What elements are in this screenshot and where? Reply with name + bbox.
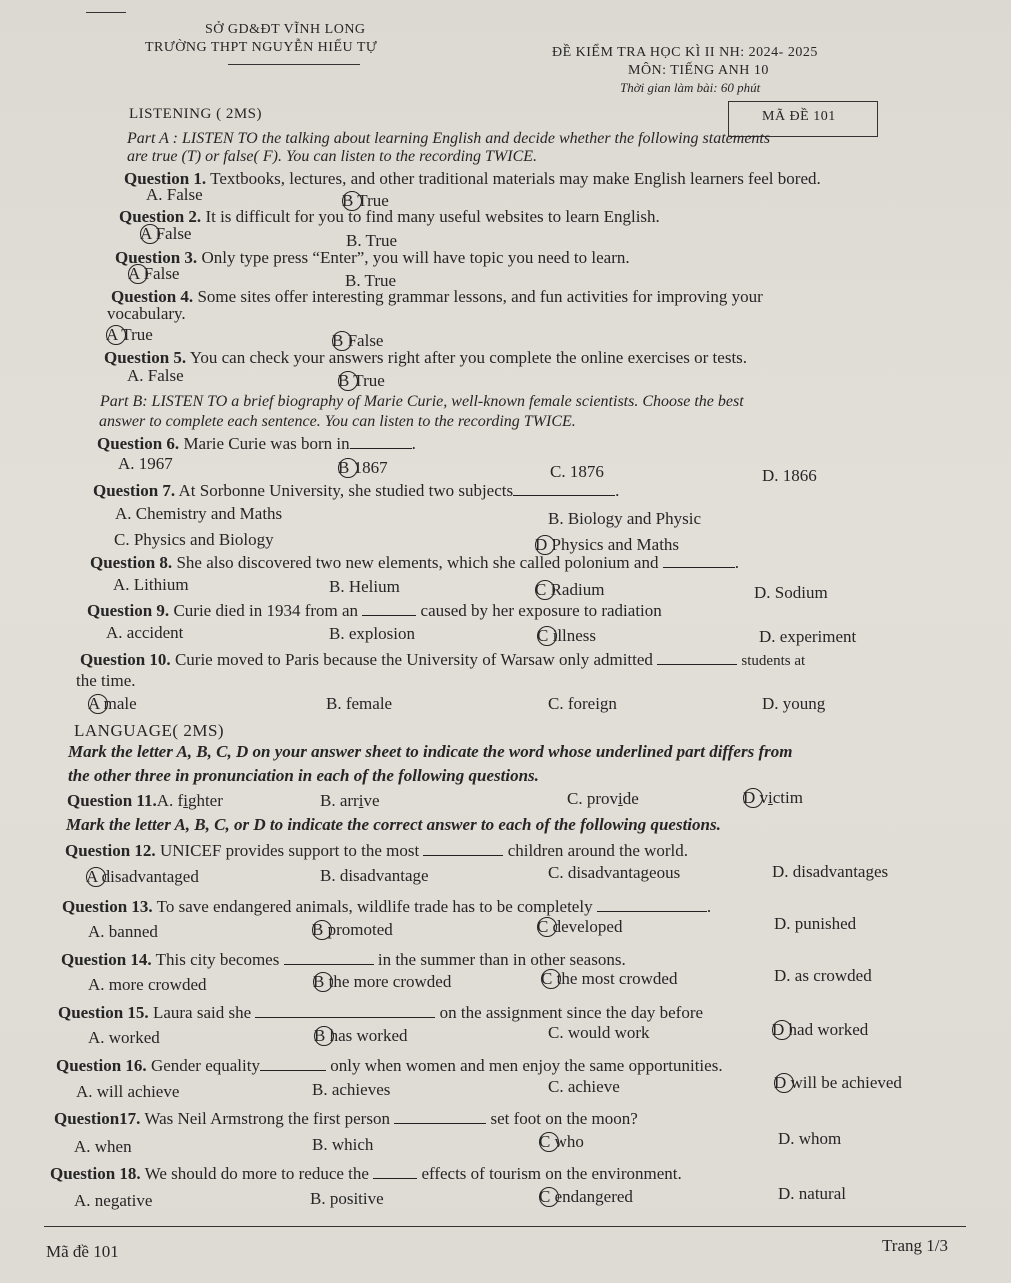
- q2-option-a[interactable]: A False: [140, 224, 192, 243]
- q8-option-d[interactable]: D. Sodium: [754, 583, 828, 602]
- language-instruction-1: Mark the letter A, B, C, D on your answer sheet to indicate the word whose underlined part differs from: [68, 742, 793, 761]
- q9-option-d[interactable]: D. experiment: [759, 627, 857, 646]
- answer-blank: [284, 950, 374, 965]
- q10-option-c[interactable]: C. foreign: [548, 694, 617, 713]
- partA-instruction-2: are true (T) or false( F). You can listen to the recording TWICE.: [127, 148, 538, 165]
- answer-blank: [513, 481, 615, 496]
- question-15: Question 15. Laura said she on the assignment since the day before: [58, 1003, 704, 1022]
- language-instruction-1b: the other three in pronunciation in each of the following questions.: [68, 766, 539, 785]
- answer-blank: [394, 1109, 486, 1124]
- q16-option-b[interactable]: B. achieves: [312, 1080, 391, 1099]
- question-8: Question 8. She also discovered two new elements, which she called polonium and .: [90, 553, 739, 572]
- exam-code: MÃ ĐỀ 101: [762, 109, 836, 124]
- q15-option-b[interactable]: B has worked: [314, 1026, 408, 1045]
- q5-option-a[interactable]: A. False: [127, 366, 184, 385]
- q18-option-a[interactable]: A. negative: [74, 1191, 153, 1210]
- answer-blank: [350, 434, 412, 449]
- partB-instruction-2: answer to complete each sentence. You can listen to the recording TWICE.: [99, 413, 576, 430]
- footer-divider: [44, 1226, 966, 1227]
- q9-option-b[interactable]: B. explosion: [329, 624, 415, 643]
- exam-time: Thời gian làm bài: 60 phút: [620, 80, 761, 95]
- q1-option-a[interactable]: A. False: [146, 185, 203, 204]
- listening-heading: LISTENING ( 2MS): [129, 106, 262, 122]
- q7-option-a[interactable]: A. Chemistry and Maths: [115, 504, 283, 523]
- q18-option-b[interactable]: B. positive: [310, 1189, 384, 1208]
- question-10: Question 10. Curie moved to Paris because the University of Warsaw only admitted students at: [80, 650, 806, 669]
- question-17: Question17. Was Neil Armstrong the first person set foot on the moon?: [54, 1109, 638, 1128]
- q18-option-d[interactable]: D. natural: [778, 1184, 846, 1203]
- q10-option-b[interactable]: B. female: [326, 694, 393, 713]
- question-4: Question 4. Some sites offer interesting grammar lessons, and fun activities for improving your: [111, 287, 763, 306]
- q8-option-c[interactable]: C Radium: [535, 580, 605, 599]
- q15-option-c[interactable]: C. would work: [548, 1023, 650, 1042]
- q9-option-c[interactable]: C illness: [537, 626, 597, 645]
- question-10-cont: the time.: [76, 671, 136, 690]
- exam-title: ĐỀ KIỂM TRA HỌC KÌ II NH: 2024- 2025: [552, 45, 818, 60]
- footer-page: Trang 1/3: [882, 1236, 948, 1255]
- question-6: Question 6. Marie Curie was born in .: [97, 434, 416, 453]
- q10-option-d[interactable]: D. young: [762, 694, 826, 713]
- question-1: Question 1. Textbooks, lectures, and other traditional materials may make English learners feel bored.: [124, 169, 821, 188]
- language-heading: LANGUAGE( 2MS): [74, 721, 225, 740]
- answer-blank: [657, 650, 737, 665]
- question-18: Question 18. We should do more to reduce the effects of tourism on the environment.: [50, 1164, 682, 1183]
- dept-name: SỞ GD&ĐT VĨNH LONG: [205, 22, 366, 37]
- question-5: Question 5. You can check your answers right after you complete the online exercises or tests.: [104, 348, 748, 367]
- q8-option-b[interactable]: B. Helium: [329, 577, 400, 596]
- q4-option-b[interactable]: B False: [332, 331, 384, 350]
- answer-blank: [663, 553, 735, 568]
- q7-option-c[interactable]: C. Physics and Biology: [114, 530, 274, 549]
- q15-option-d[interactable]: D had worked: [772, 1020, 869, 1039]
- exam-subject: MÔN: TIẾNG ANH 10: [628, 63, 769, 78]
- q17-option-c[interactable]: C who: [539, 1132, 584, 1151]
- question-7: Question 7. At Sorbonne University, she studied two subjects .: [93, 481, 620, 500]
- q18-option-c[interactable]: C endangered: [539, 1187, 633, 1206]
- q16-option-d[interactable]: D will be achieved: [774, 1073, 902, 1092]
- q17-option-d[interactable]: D. whom: [778, 1129, 842, 1148]
- q11-option-b[interactable]: B. arrive: [320, 791, 380, 810]
- answer-blank: [597, 897, 707, 912]
- school-underline: [228, 64, 360, 65]
- answer-blank: [260, 1056, 326, 1071]
- q17-option-b[interactable]: B. which: [312, 1135, 374, 1154]
- language-instruction-2: Mark the letter A, B, C, or D to indicate the correct answer to each of the following questions.: [66, 815, 721, 834]
- q14-option-b[interactable]: B the more crowded: [313, 972, 452, 991]
- q12-option-c[interactable]: C. disadvantageous: [548, 863, 681, 882]
- top-mark: [86, 12, 126, 13]
- q9-option-a[interactable]: A. accident: [106, 623, 184, 642]
- q16-option-a[interactable]: A. will achieve: [76, 1082, 180, 1101]
- q4-option-a[interactable]: A True: [106, 325, 153, 344]
- partB-instruction-1: Part B: LISTEN TO a brief biography of Marie Curie, well-known female scientists. Choose the best: [100, 393, 744, 410]
- q15-option-a[interactable]: A. worked: [88, 1028, 160, 1047]
- question-13: Question 13. To save endangered animals, wildlife trade has to be completely .: [62, 897, 712, 916]
- answer-blank: [373, 1164, 417, 1179]
- q3-option-a[interactable]: A False: [128, 264, 180, 283]
- q11-option-d[interactable]: D victim: [743, 788, 803, 807]
- question-9: Question 9. Curie died in 1934 from an caused by her exposure to radiation: [87, 601, 662, 620]
- q13-option-a[interactable]: A. banned: [88, 922, 158, 941]
- q10-option-a[interactable]: A male: [88, 694, 137, 713]
- q5-option-b[interactable]: B True: [338, 371, 385, 390]
- q16-option-c[interactable]: C. achieve: [548, 1077, 620, 1096]
- q1-option-b[interactable]: B True: [342, 191, 389, 210]
- q13-option-b[interactable]: B promoted: [312, 920, 393, 939]
- q7-option-b[interactable]: B. Biology and Physic: [548, 509, 702, 528]
- q12-option-a[interactable]: A disadvantaged: [86, 867, 199, 886]
- partA-instruction-1: Part A : LISTEN TO the talking about learning English and decide whether the following statements: [127, 130, 771, 147]
- footer-code: Mã đề 101: [46, 1242, 119, 1261]
- question-3: Question 3. Only type press “Enter”, you will have topic you need to learn.: [115, 248, 630, 267]
- q12-option-b[interactable]: B. disadvantage: [320, 866, 429, 885]
- q7-option-d[interactable]: D Physics and Maths: [535, 535, 680, 554]
- q6-option-c[interactable]: C. 1876: [550, 462, 604, 481]
- q17-option-a[interactable]: A. when: [74, 1137, 132, 1156]
- q11-option-c[interactable]: C. provide: [567, 789, 639, 808]
- question-4-cont: vocabulary.: [107, 304, 186, 323]
- question-12: Question 12. UNICEF provides support to the most children around the world.: [65, 841, 689, 860]
- question-2: Question 2. It is difficult for you to find many useful websites to learn English.: [119, 207, 660, 226]
- q13-option-d[interactable]: D. punished: [774, 914, 857, 933]
- q12-option-d[interactable]: D. disadvantages: [772, 862, 889, 881]
- question-11: Question 11.A. fighter: [67, 791, 223, 810]
- q11-option-a[interactable]: A. fighter: [156, 791, 223, 810]
- q3-option-b[interactable]: B. True: [345, 271, 397, 290]
- q6-option-a[interactable]: A. 1967: [118, 454, 173, 473]
- answer-blank: [423, 841, 503, 856]
- q14-option-c[interactable]: C the most crowded: [541, 969, 678, 988]
- q6-option-b[interactable]: B 1867: [338, 458, 388, 477]
- question-16: Question 16. Gender equality only when women and men enjoy the same opportunities.: [56, 1056, 723, 1075]
- q14-option-a[interactable]: A. more crowded: [88, 975, 207, 994]
- q14-option-d[interactable]: D. as crowded: [774, 966, 872, 985]
- school-name: TRƯỜNG THPT NGUYỄN HIẾU TỰ: [145, 40, 378, 55]
- q6-option-d[interactable]: D. 1866: [762, 466, 817, 485]
- question-14: Question 14. This city becomes in the summer than in other seasons.: [61, 950, 626, 969]
- q13-option-c[interactable]: C developed: [537, 917, 623, 936]
- answer-blank: [255, 1003, 435, 1018]
- q8-option-a[interactable]: A. Lithium: [113, 575, 189, 594]
- q2-option-b[interactable]: B. True: [346, 231, 398, 250]
- answer-blank: [362, 601, 416, 616]
